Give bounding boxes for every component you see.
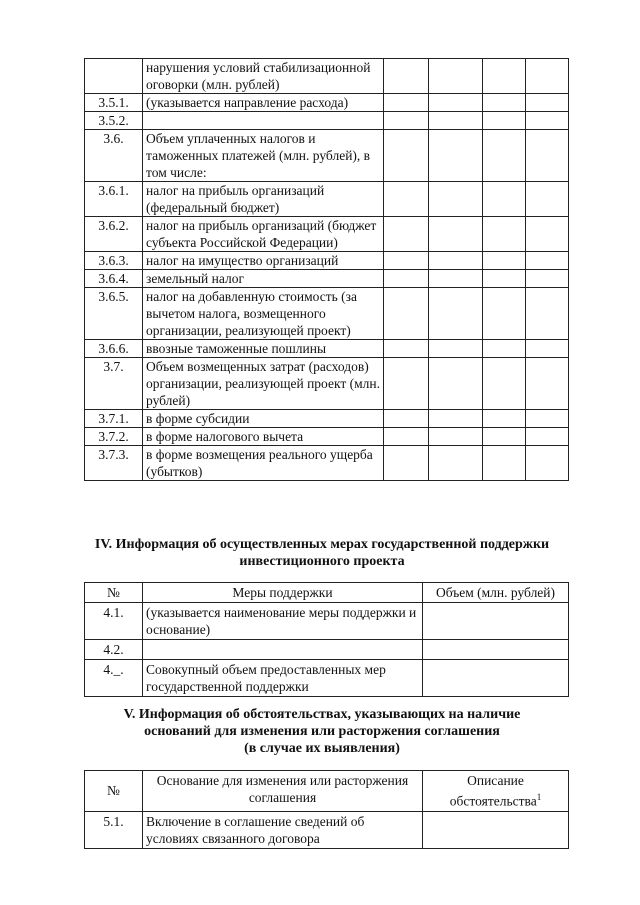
value-cell[interactable] — [483, 270, 526, 288]
support-measures-table — [84, 582, 569, 697]
row-number — [85, 59, 143, 94]
table-row — [85, 410, 569, 428]
value-cell[interactable] — [384, 59, 429, 94]
table-row — [85, 811, 569, 848]
section5-heading-line2: оснований для изменения или расторжения соглашения — [144, 724, 500, 739]
row-description: налог на прибыль организаций (бюджет субъекта Российской Федерации) — [143, 217, 384, 252]
value-cell[interactable] — [384, 217, 429, 252]
value-cell[interactable] — [423, 660, 569, 697]
section5-heading-line3: (в случае их выявления) — [244, 741, 400, 756]
section4-heading-line1: IV. Информация об осуществленных мерах государственной поддержки — [94, 537, 550, 552]
row-description: в форме налогового вычета — [143, 428, 384, 446]
table-row — [85, 358, 569, 410]
value-cell[interactable] — [526, 217, 569, 252]
value-cell[interactable] — [483, 182, 526, 217]
value-cell[interactable] — [423, 603, 569, 640]
value-cell[interactable] — [526, 130, 569, 182]
row-number: 4.2. — [85, 640, 143, 660]
row-number: 3.6.4. — [85, 270, 143, 288]
row-description: в форме субсидии — [143, 410, 384, 428]
row-description: нарушения условий стабилизационной оговорки (млн. рублей) — [143, 59, 384, 94]
table-row — [85, 217, 569, 252]
value-cell[interactable] — [384, 358, 429, 410]
table-row — [85, 130, 569, 182]
col-header-volume: Объем (млн. рублей) — [423, 583, 569, 603]
row-number: 5.1. — [85, 811, 143, 848]
table-row — [85, 603, 569, 640]
value-cell[interactable] — [483, 288, 526, 340]
row-description: (указывается направление расхода) — [143, 94, 384, 112]
row-number: 3.6.1. — [85, 182, 143, 217]
value-cell[interactable] — [526, 270, 569, 288]
table-row — [85, 340, 569, 358]
table-row — [85, 428, 569, 446]
value-cell[interactable] — [384, 288, 429, 340]
value-cell[interactable] — [429, 252, 483, 270]
row-description — [143, 112, 384, 130]
value-cell[interactable] — [429, 270, 483, 288]
value-cell[interactable] — [429, 59, 483, 94]
value-cell[interactable] — [384, 182, 429, 217]
costs-table — [84, 58, 569, 481]
row-description: налог на прибыль организаций (федеральный бюджет) — [143, 182, 384, 217]
value-cell[interactable] — [384, 428, 429, 446]
row-number: 4.1. — [85, 603, 143, 640]
col-header-measure: Меры поддержки — [143, 583, 423, 603]
value-cell[interactable] — [429, 217, 483, 252]
row-number: 3.5.2. — [85, 112, 143, 130]
circumstances-table — [84, 770, 569, 849]
value-cell[interactable] — [483, 112, 526, 130]
row-number: 3.6.6. — [85, 340, 143, 358]
row-number: 3.6.2. — [85, 217, 143, 252]
value-cell[interactable] — [526, 112, 569, 130]
value-cell[interactable] — [429, 130, 483, 182]
section4-heading-line2: инвестиционного проекта — [239, 554, 405, 569]
row-description: Совокупный объем предоставленных мер государственной поддержки — [143, 660, 423, 697]
col-header-basis: Основание для изменения или расторжения соглашения — [143, 771, 423, 812]
value-cell[interactable] — [384, 94, 429, 112]
value-cell[interactable] — [526, 340, 569, 358]
value-cell[interactable] — [423, 811, 569, 848]
row-number: 3.7.2. — [85, 428, 143, 446]
costs-table-body — [85, 59, 569, 481]
row-number: 3.6. — [85, 130, 143, 182]
value-cell[interactable] — [429, 94, 483, 112]
value-cell[interactable] — [384, 130, 429, 182]
row-description: Объем уплаченных налогов и таможенных платежей (млн. рублей), в том числе: — [143, 130, 384, 182]
footnote-marker: 1 — [536, 792, 542, 802]
value-cell[interactable] — [483, 94, 526, 112]
table-row — [85, 640, 569, 660]
value-cell[interactable] — [384, 446, 429, 481]
value-cell[interactable] — [429, 446, 483, 481]
col-header-description-text: Описание обстоятельства — [449, 773, 537, 809]
value-cell[interactable] — [429, 112, 483, 130]
row-number: 3.7.3. — [85, 446, 143, 481]
value-cell[interactable] — [483, 446, 526, 481]
table-row — [85, 94, 569, 112]
value-cell[interactable] — [429, 182, 483, 217]
support-measures-body — [85, 603, 569, 697]
value-cell[interactable] — [526, 182, 569, 217]
row-number: 3.7. — [85, 358, 143, 410]
row-description: Включение в соглашение сведений об условиях связанного договора — [143, 811, 423, 848]
value-cell[interactable] — [526, 358, 569, 410]
value-cell[interactable] — [526, 288, 569, 340]
row-description — [143, 640, 423, 660]
value-cell[interactable] — [526, 94, 569, 112]
value-cell[interactable] — [483, 252, 526, 270]
value-cell[interactable] — [526, 252, 569, 270]
table-row — [85, 182, 569, 217]
table-row — [85, 270, 569, 288]
value-cell[interactable] — [384, 340, 429, 358]
table-row — [85, 252, 569, 270]
value-cell[interactable] — [483, 428, 526, 446]
table-header-row — [85, 583, 569, 603]
value-cell[interactable] — [429, 410, 483, 428]
row-description: налог на имущество организаций — [143, 252, 384, 270]
row-number: 3.6.3. — [85, 252, 143, 270]
value-cell[interactable] — [526, 410, 569, 428]
value-cell[interactable] — [483, 130, 526, 182]
col-header-description — [423, 771, 569, 812]
row-description: земельный налог — [143, 270, 384, 288]
row-description: (указывается наименование меры поддержки и основание) — [143, 603, 423, 640]
value-cell[interactable] — [429, 288, 483, 340]
value-cell[interactable] — [526, 59, 569, 94]
value-cell[interactable] — [483, 358, 526, 410]
value-cell[interactable] — [483, 59, 526, 94]
circumstances-body — [85, 811, 569, 848]
section5-heading-line1: V. Информация об обстоятельствах, указывающих на наличие — [123, 707, 521, 722]
table-row — [85, 446, 569, 481]
value-cell[interactable] — [483, 340, 526, 358]
table-row — [85, 660, 569, 697]
col-header-num: № — [85, 771, 143, 812]
value-cell[interactable] — [526, 446, 569, 481]
value-cell[interactable] — [429, 358, 483, 410]
value-cell[interactable] — [483, 217, 526, 252]
value-cell[interactable] — [384, 252, 429, 270]
table-row — [85, 112, 569, 130]
row-description: ввозные таможенные пошлины — [143, 340, 384, 358]
value-cell[interactable] — [483, 410, 526, 428]
section5-heading — [50, 706, 594, 757]
section4-heading — [50, 536, 594, 570]
value-cell[interactable] — [423, 640, 569, 660]
table-row — [85, 59, 569, 94]
table-row — [85, 288, 569, 340]
value-cell[interactable] — [384, 410, 429, 428]
value-cell[interactable] — [429, 340, 483, 358]
value-cell[interactable] — [526, 428, 569, 446]
table-header-row — [85, 771, 569, 812]
row-number: 3.6.5. — [85, 288, 143, 340]
row-description: Объем возмещенных затрат (расходов) организации, реализующей проект (млн. рублей) — [143, 358, 384, 410]
row-description: в форме возмещения реального ущерба (убытков) — [143, 446, 384, 481]
row-number: 3.7.1. — [85, 410, 143, 428]
col-header-num: № — [85, 583, 143, 603]
value-cell[interactable] — [384, 270, 429, 288]
value-cell[interactable] — [384, 112, 429, 130]
row-number: 3.5.1. — [85, 94, 143, 112]
row-description: налог на добавленную стоимость (за вычетом налога, возмещенного организации, реализующей проект) — [143, 288, 384, 340]
value-cell[interactable] — [429, 428, 483, 446]
row-number: 4._. — [85, 660, 143, 697]
